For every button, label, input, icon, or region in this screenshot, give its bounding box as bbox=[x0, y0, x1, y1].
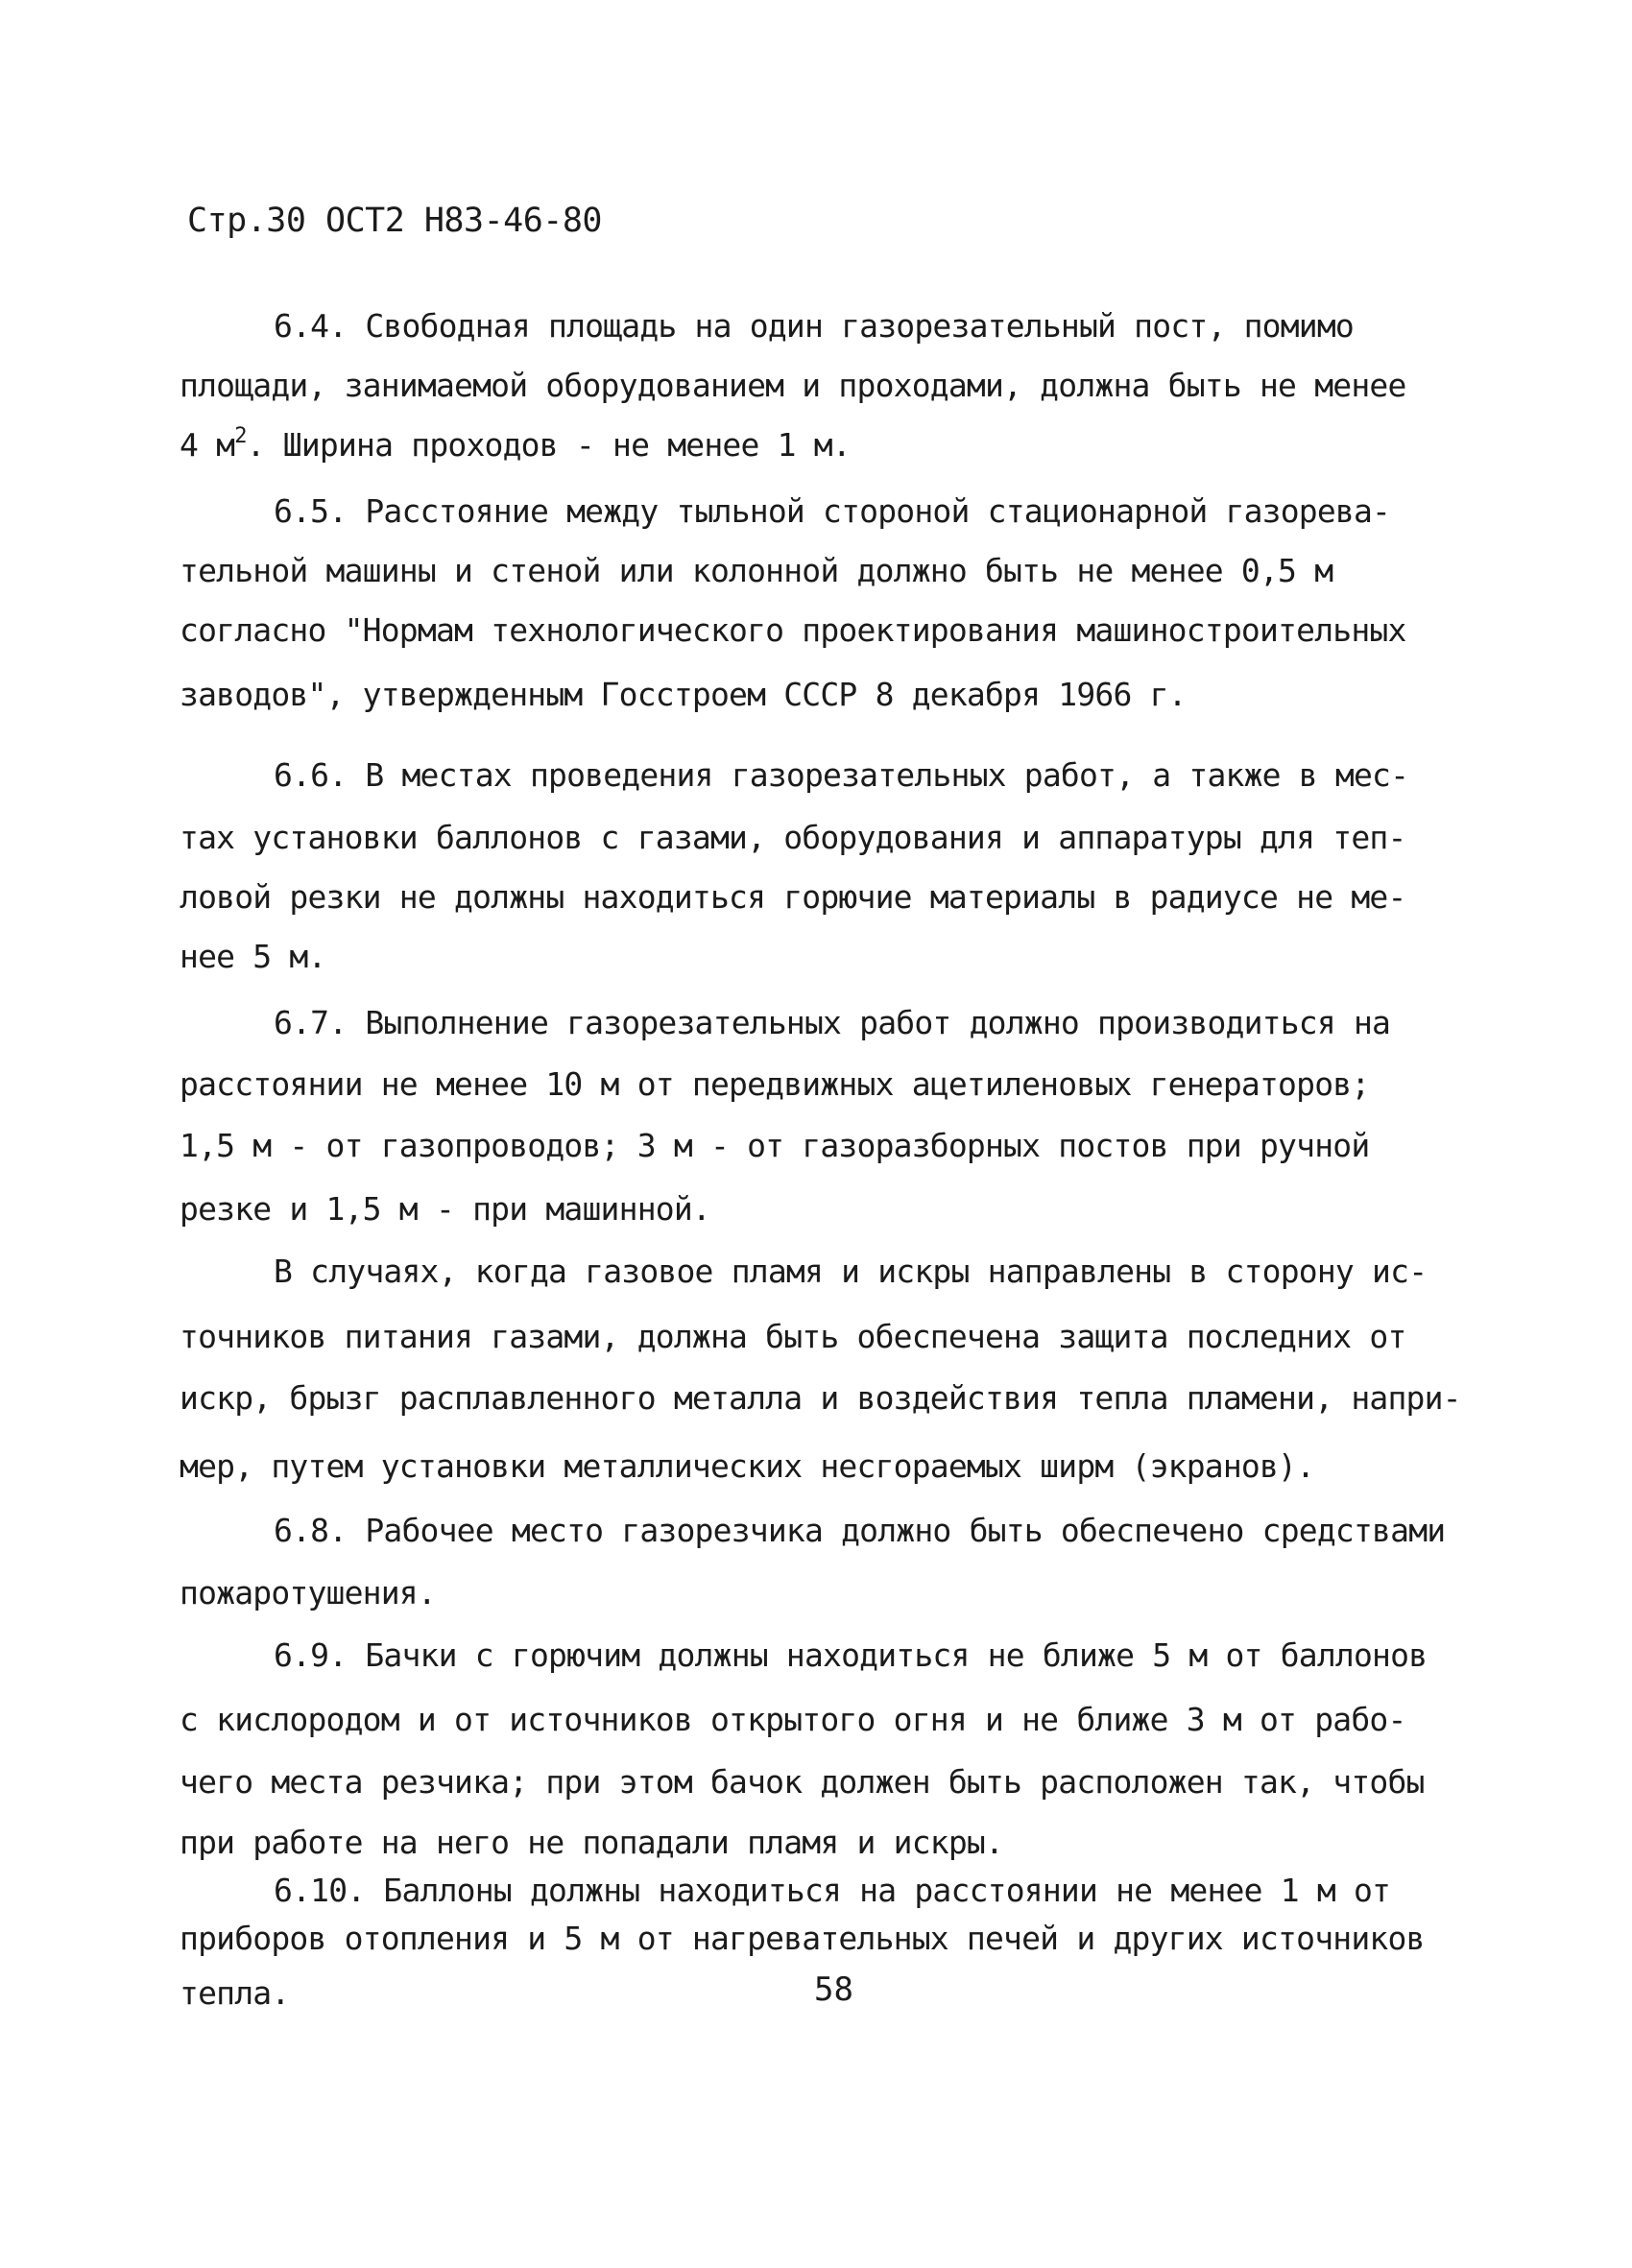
text-line bbox=[180, 426, 851, 465]
text-line: мер, путем установки металлических несгораемых ширм (экранов). bbox=[180, 1447, 1315, 1485]
text-line: тепла. bbox=[180, 1974, 290, 2012]
text-line: при работе на него не попадали пламя и искры. bbox=[180, 1824, 1004, 1861]
text-line: тах установки баллонов с газами, оборудования и аппаратуры для теп- bbox=[180, 819, 1406, 856]
text-line: ловой резки не должны находиться горючие материалы в радиусе не ме- bbox=[180, 878, 1406, 916]
text-line: приборов отопления и 5 м от нагревательных печей и других источников bbox=[180, 1920, 1425, 1957]
page-header: Стр.30 ОСТ2 Н83-46-80 bbox=[187, 202, 603, 240]
text-line: площади, занимаемой оборудованием и проходами, должна быть не менее bbox=[180, 367, 1406, 404]
text-line: тельной машины и стеной или колонной должно быть не менее 0,5 м bbox=[180, 552, 1333, 589]
text-line: 6.7. Выполнение газорезательных работ должно производиться на bbox=[274, 1004, 1391, 1041]
superscript: 2 bbox=[234, 424, 247, 448]
text-line: согласно "Нормам технологического проектирования машиностроительных bbox=[180, 611, 1406, 649]
page-number: 58 bbox=[814, 1970, 853, 2009]
text-line: пожаротушения. bbox=[180, 1574, 436, 1611]
text-line: с кислородом и от источников открытого огня и не ближе 3 м от рабо- bbox=[180, 1701, 1406, 1738]
text-line: 6.5. Расстояние между тыльной стороной стационарной газорева- bbox=[274, 492, 1391, 530]
text-fragment: 4 м bbox=[180, 426, 235, 464]
text-line: искр, брызг расплавленного металла и воздействия тепла пламени, напри- bbox=[180, 1379, 1461, 1417]
text-line: 6.10. Баллоны должны находиться на расстоянии не менее 1 м от bbox=[274, 1872, 1391, 1909]
text-line: точников питания газами, должна быть обеспечена защита последних от bbox=[180, 1318, 1406, 1355]
text-line: расстоянии не менее 10 м от передвижных ацетиленовых генераторов; bbox=[180, 1065, 1370, 1103]
text-line: 6.6. В местах проведения газорезательных работ, а также в мес- bbox=[274, 756, 1409, 794]
text-line: нее 5 м. bbox=[180, 938, 326, 975]
text-line: заводов", утвержденным Госстроем СССР 8 декабря 1966 г. bbox=[180, 676, 1187, 713]
text-line: В случаях, когда газовое пламя и искры направлены в сторону ис- bbox=[274, 1253, 1428, 1290]
text-line: 6.9. Бачки с горючим должны находиться не ближе 5 м от баллонов bbox=[274, 1636, 1428, 1674]
text-fragment: . Ширина проходов - не менее 1 м. bbox=[246, 426, 851, 464]
text-line: чего места резчика; при этом бачок должен быть расположен так, чтобы bbox=[180, 1763, 1425, 1801]
text-line: 1,5 м - от газопроводов; 3 м - от газоразборных постов при ручной bbox=[180, 1127, 1370, 1164]
text-line: 6.4. Свободная площадь на один газорезательный пост, помимо bbox=[274, 307, 1354, 345]
text-line: резке и 1,5 м - при машинной. bbox=[180, 1190, 710, 1228]
text-line: 6.8. Рабочее место газорезчика должно быть обеспечено средствами bbox=[274, 1512, 1446, 1549]
